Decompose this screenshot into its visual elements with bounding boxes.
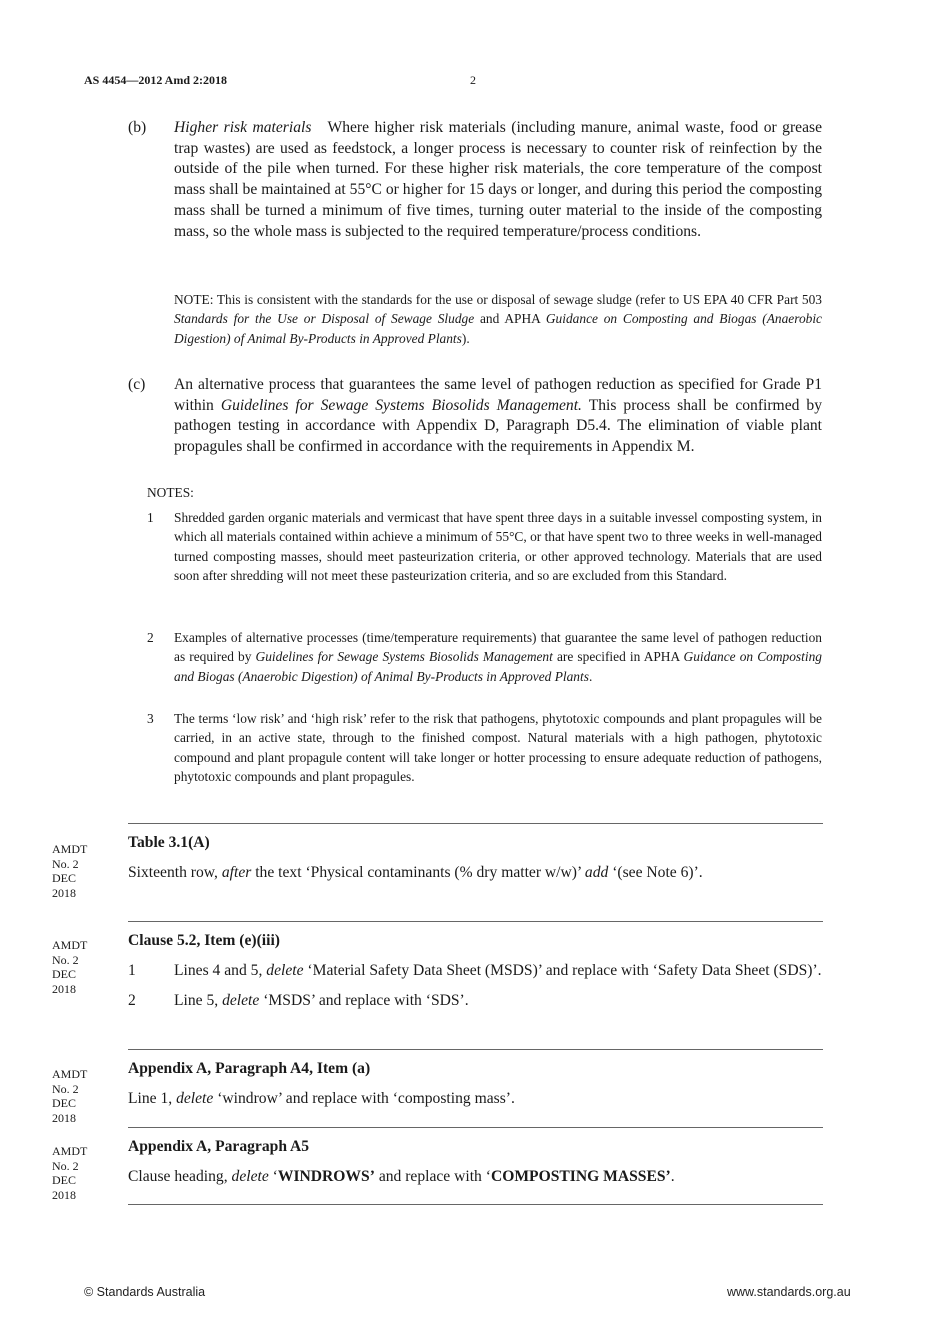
list-item: 2 Line 5, delete ‘MSDS’ and replace with ‘SDS’. [128, 992, 469, 1009]
section-title: Table 3.1(A) [128, 834, 210, 851]
divider [128, 1049, 823, 1050]
page-number: 2 [470, 73, 476, 87]
note-item [147, 709, 822, 786]
divider [128, 921, 823, 922]
note-text: Examples of alternative processes (time/temperature requirements) that guarantee the same level of pathogen reduction as required by Guidelines for Sewage Systems Biosolids Management are specified in APHA Guidance on Composting and Biogas (Anaerobic Digestion) of Animal By-Products in Approved Plants. [174, 630, 822, 684]
section-title: Clause 5.2, Item (e)(iii) [128, 932, 281, 949]
footer-copyright: © Standards Australia [84, 1285, 206, 1299]
list-item: 1 Lines 4 and 5, delete ‘Material Safety Data Sheet (MSDS)’ and replace with ‘Safety Data Sheet (SDS)’. [128, 962, 822, 979]
divider [128, 823, 823, 824]
item-label: (b) [128, 119, 147, 136]
divider [128, 1204, 823, 1205]
item-text [174, 375, 822, 458]
amendment-tag: AMDT No. 2 DEC 2018 [52, 938, 88, 996]
amendment-tag: AMDT No. 2 DEC 2018 [52, 842, 88, 900]
amendment-section [128, 1136, 822, 1187]
section-body: Line 1, delete ‘windrow’ and replace with ‘composting mass’. [128, 1090, 515, 1107]
amendment-tag: AMDT No. 2 DEC 2018 [52, 1067, 88, 1125]
footer-website: www.standards.org.au [727, 1285, 851, 1299]
divider [128, 1127, 823, 1128]
section-body: Sixteenth row, after the text ‘Physical contaminants (% dry matter w/w)’ add ‘(see Note 6)’. [128, 864, 703, 881]
item-body: Where higher risk materials (including manure, animal waste, food or grease trap wastes) are used as feedstock, a longer process is necessary to counter risk of reinfection by the outside of the pile when turned. For these higher risk materials, the core temperature of the compost mass shall be maintained at 55°C or higher for 15 days or longer, and during this period the composting mass shall be turned a minimum of five times, turning outer material to the inside of the composting mass, so the whole mass is subjected to the required temperature/process conditions. [174, 119, 822, 240]
section-title: Appendix A, Paragraph A5 [128, 1138, 310, 1155]
note-item [147, 628, 822, 686]
note-italic: Guidance on Composting and Biogas (Anaerobic Digestion) of Animal By-Products in Approved Plants [174, 311, 823, 346]
amendment-section [128, 832, 822, 883]
list-item-c [128, 375, 822, 458]
list-item-b [128, 118, 822, 242]
notes-heading: NOTES: [147, 485, 194, 500]
note-text: The terms ‘low risk’ and ‘high risk’ refer to the risk that pathogens, phytotoxic compounds and plant propagules will be carried, in an active state, through to the finished compost. Natural materials with a high pathogen, phytotoxic compound and plant propagule content will take longer or hotter processing to ensure adequate reduction of pathogens, phytotoxic compounds and plant propagules. [174, 711, 822, 784]
item-body: This process shall be confirmed by pathogen testing in accordance with Appendix D, Paragraph D5.4. The elimination of viable plant propagules shall be confirmed in accordance with the requirements in Appendix M. [174, 396, 822, 456]
note-text: NOTE: This is consistent with the standards for the use or disposal of sewage sludge (refer to US EPA 40 CFR Part 503 [174, 292, 822, 307]
item-text [174, 118, 822, 242]
amendment-tag: AMDT No. 2 DEC 2018 [52, 1144, 88, 1202]
item-label: (c) [128, 376, 146, 393]
amendment-section [128, 930, 822, 1020]
section-body: Clause heading, delete ‘WINDROWS’ and replace with ‘COMPOSTING MASSES’. [128, 1168, 675, 1185]
item-title: Higher risk materials [174, 119, 312, 136]
note-number: 2 [147, 630, 154, 645]
note-number: 3 [147, 711, 154, 726]
item-body: An alternative process that guarantees the same level of pathogen reduction as specified for Grade P1 within [174, 376, 822, 414]
item-note [174, 290, 822, 348]
note-item [147, 508, 822, 585]
document-id: AS 4454—2012 Amd 2:2018 [84, 73, 228, 87]
note-number: 1 [147, 510, 154, 525]
note-text: Shredded garden organic materials and vermicast that have spent three days in a suitable invessel composting system, in which all materials contained within achieve a minimum of 55°C, or that have spent two to three weeks in well-managed turned composting masses, should meet pasteurization criteria, or other approved technology. Materials that are used soon after shredding will not meet these pasteurization criteria, and so are excluded from this Standard. [174, 510, 822, 583]
note-text: and APHA [479, 311, 541, 327]
note-text: ). [461, 330, 470, 346]
item-italic: Guidelines for Sewage Systems Biosolids Management. [220, 396, 582, 414]
section-title: Appendix A, Paragraph A4, Item (a) [128, 1060, 371, 1077]
note-italic: Standards for the Use or Disposal of Sewage Sludge [174, 311, 475, 327]
amendment-section [128, 1058, 822, 1109]
